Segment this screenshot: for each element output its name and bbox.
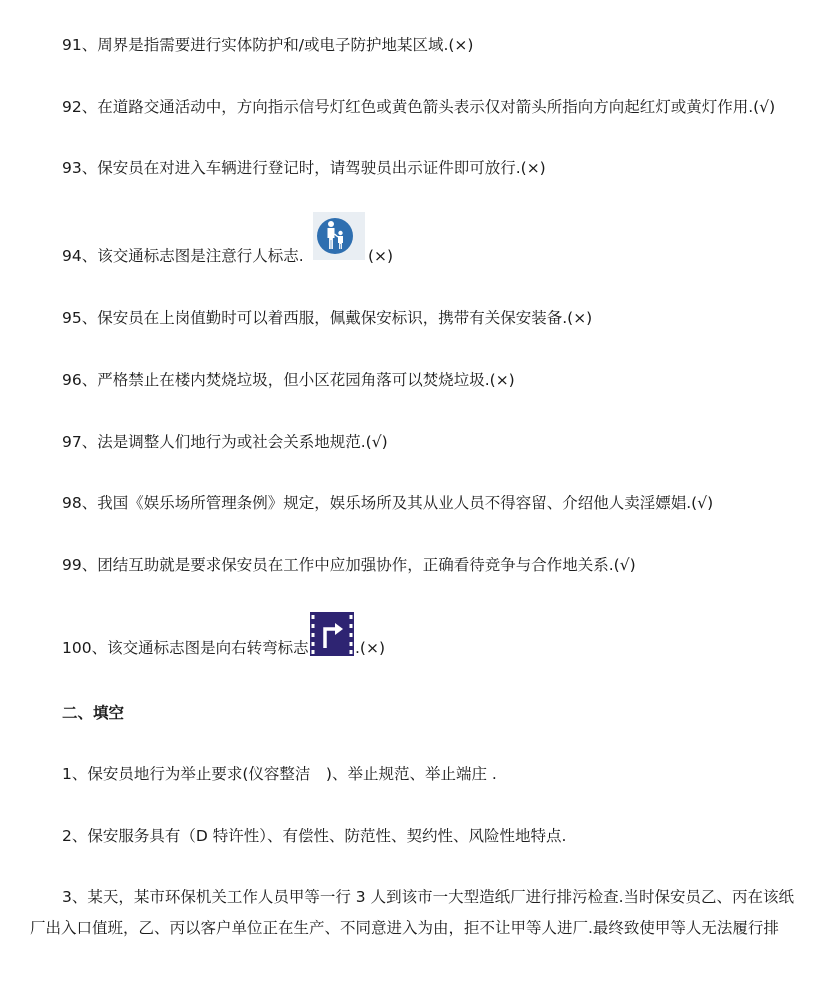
item-94-mark: (×) — [368, 247, 394, 265]
item-99: 99、团结互助就是要求保安员在工作中应加强协作，正确看待竞争与合作地关系.(√) — [62, 556, 636, 574]
section-heading-fill-in: 二、填空 — [62, 704, 125, 722]
item-100-text: 100、该交通标志图是向右转弯标志 — [62, 639, 309, 657]
item-91: 91、周界是指需要进行实体防护和/或电子防护地某区域.(×) — [62, 36, 474, 54]
item-93: 93、保安员在对进入车辆进行登记时，请驾驶员出示证件即可放行.(×) — [62, 159, 546, 177]
fill-item-2: 2、保安服务具有（D 特许性）、有偿性、防范性、契约性、风险性地特点. — [62, 827, 567, 845]
item-92: 92、在道路交通活动中，方向指示信号灯红色或黄色箭头表示仅对箭头所指向方向起红灯或黄灯作用.(√) — [62, 98, 776, 116]
item-94 — [62, 245, 304, 267]
item-100 — [62, 637, 309, 659]
item-96: 96、严格禁止在楼内焚烧垃圾，但小区花园角落可以焚烧垃圾.(×) — [62, 371, 515, 389]
item-94-text: 94、该交通标志图是注意行人标志. — [62, 247, 304, 265]
item-100-mark: .(×) — [355, 639, 386, 657]
fill-item-1: 1、保安员地行为举止要求(仪容整洁 )、举止规范、举止端庄 . — [62, 765, 497, 783]
item-97: 97、法是调整人们地行为或社会关系地规范.(√) — [62, 433, 388, 451]
fill-item-3-line-1: 3、某天，某市环保机关工作人员甲等一行 3 人到该市一大型造纸厂进行排污检查.当时保安员乙、丙在该纸 — [62, 888, 795, 906]
fill-item-3-line-2: 厂出入口值班，乙、丙以客户单位正在生产、不同意进入为由，拒不让甲等人进厂.最终致使甲等人无法履行排 — [30, 919, 779, 937]
pedestrian-sign-icon — [313, 212, 365, 260]
right-turn-sign-icon — [310, 612, 354, 656]
item-98: 98、我国《娱乐场所管理条例》规定，娱乐场所及其从业人员不得容留、介绍他人卖淫嫖娼.(√) — [62, 494, 714, 512]
item-95: 95、保安员在上岗值勤时可以着西服，佩戴保安标识，携带有关保安装备.(×) — [62, 309, 593, 327]
